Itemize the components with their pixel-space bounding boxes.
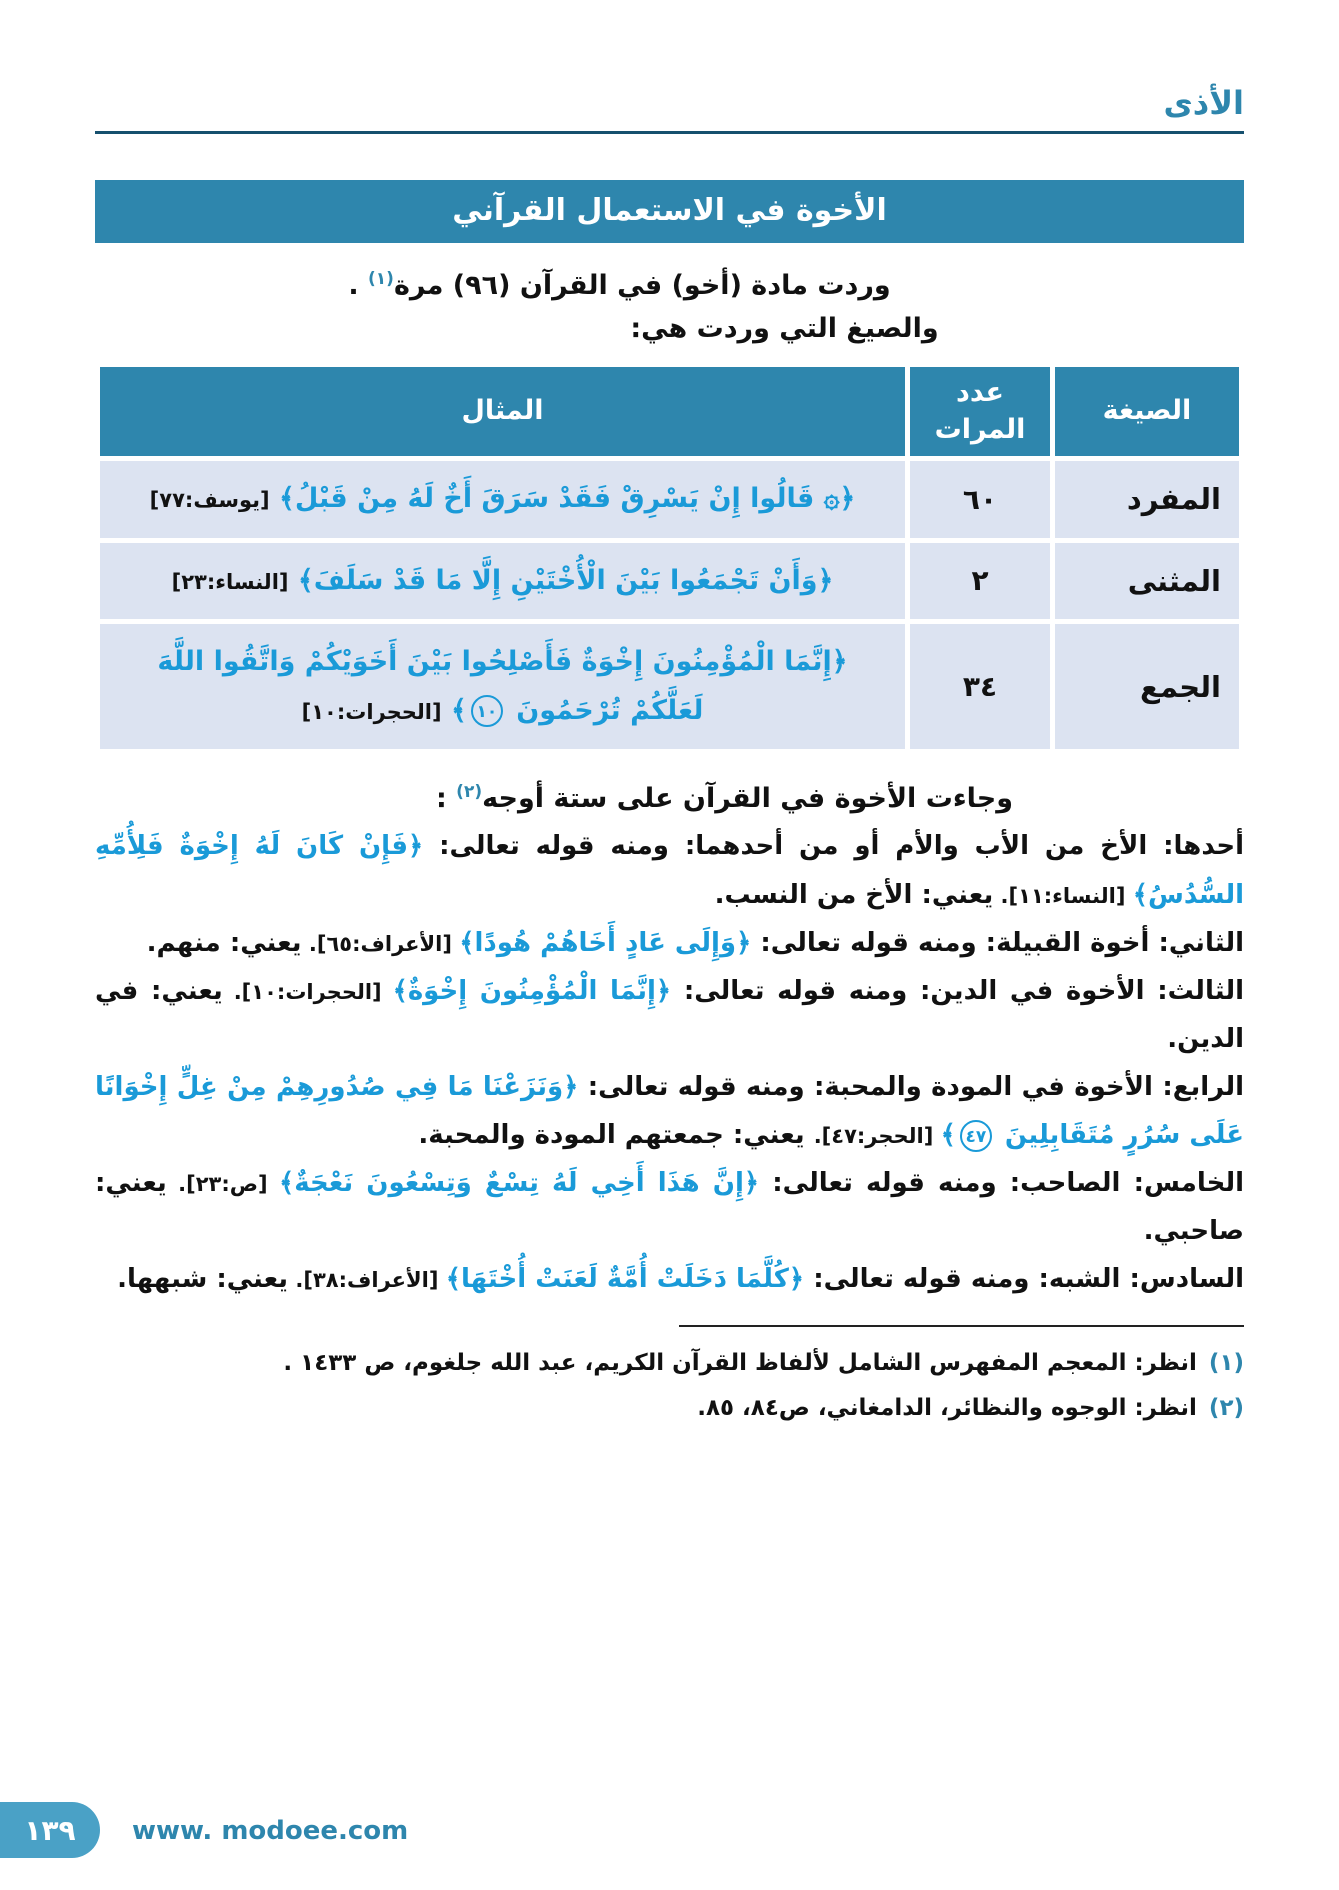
- footnote-2: [95, 1386, 1244, 1431]
- meaning-paragraph-1: [95, 822, 1244, 918]
- quran-verse-close: ﴾: [451, 694, 467, 726]
- meaning-label: أحدها:: [1163, 831, 1244, 862]
- verse-reference: [ص:٢٣].: [166, 1172, 279, 1197]
- form-example: [100, 624, 905, 749]
- footnote-ref-2: (٢): [456, 782, 483, 803]
- yani-label: يعني:: [229, 927, 302, 958]
- form-example: [100, 461, 905, 538]
- page-number: ١٣٩: [24, 1813, 76, 1847]
- meaning-paragraph-3: [95, 967, 1244, 1063]
- intro-line-1-text: وردت مادة (أخو) في القرآن (٩٦) مرة: [393, 270, 891, 302]
- forms-table: [95, 362, 1244, 754]
- table-row: [100, 461, 1239, 538]
- yani-label: يعني:: [921, 879, 994, 910]
- meaning-tail: في الدين.: [95, 975, 1244, 1054]
- footnote-1: [95, 1341, 1244, 1386]
- meaning-text: الأخوة في المودة والمحبة: ومنه قوله تعالى:: [578, 1071, 1163, 1102]
- quran-verse: ﴿وَأَنْ تَجْمَعُوا بَيْنَ الْأُخْتَيْنِ إِلَّا مَا قَدْ سَلَفَ﴾: [297, 564, 834, 596]
- meaning-tail: الأخ من النسب.: [714, 879, 922, 910]
- table-row: [100, 543, 1239, 620]
- meaning-tail: منهم.: [146, 927, 230, 958]
- footnote-text: انظر: المعجم المفهرس الشامل لألفاظ القرآن الكريم، عبد الله جلغوم، ص ١٤٣٣ .: [283, 1350, 1197, 1377]
- quran-verse: ﴿إِنَّمَا الْمُؤْمِنُونَ إِخْوَةٌ﴾: [392, 975, 672, 1006]
- meaning-paragraph-4: [95, 1063, 1244, 1159]
- meaning-text: الأخ من الأب والأم أو من أحدهما: ومنه قوله تعالى:: [423, 831, 1164, 862]
- verse-reference: [الأعراف:٦٥].: [301, 931, 460, 956]
- lead-colon: :: [435, 783, 457, 815]
- lead-text: وجاءت الأخوة في القرآن على ستة أوجه: [482, 783, 1014, 815]
- meaning-paragraph-5: [95, 1159, 1244, 1255]
- footnote-ref-1: (١): [368, 269, 394, 290]
- footnote-text: انظر: الوجوه والنظائر، الدامغاني، ص٨٤، ٨٥.: [697, 1395, 1197, 1422]
- yani-label: يعني:: [95, 1168, 167, 1199]
- meaning-label: الثاني:: [1158, 927, 1244, 958]
- page-number-tab: [0, 1802, 100, 1858]
- meaning-tail: جمعتهم المودة والمحبة.: [418, 1120, 733, 1150]
- website-url: www. modoee.com: [132, 1816, 409, 1846]
- meaning-label: الرابع:: [1162, 1071, 1244, 1102]
- intro-line-1: [95, 269, 1244, 301]
- verse-reference: [الحجرات:١٠]: [301, 699, 442, 724]
- yani-label: يعني:: [216, 1264, 289, 1295]
- intro-line-1-period: .: [348, 270, 368, 302]
- six-aspects-lead: [95, 782, 1244, 814]
- meaning-text: أخوة القبيلة: ومنه قوله تعالى:: [751, 927, 1159, 958]
- form-name: المثنى: [1055, 543, 1239, 620]
- form-example: [100, 543, 905, 620]
- footnote-number: (٢): [1208, 1395, 1244, 1422]
- form-name: الجمع: [1055, 624, 1239, 749]
- verse-reference: [يوسف:٧٧]: [149, 488, 270, 513]
- yani-label: يعني:: [732, 1120, 814, 1150]
- yani-label: يعني:: [151, 975, 223, 1006]
- quran-verse: ﴿وَإِلَى عَادٍ أَخَاهُمْ هُودًا﴾: [459, 927, 752, 958]
- verse-reference: [النساء:١١].: [993, 883, 1133, 908]
- quran-verse: ﴿إِنَّ هَذَا أَخِي لَهُ تِسْعٌ وَتِسْعُونَ نَعْجَةٌ﴾: [278, 1168, 760, 1199]
- verse-reference: [الأعراف:٣٨].: [288, 1268, 446, 1293]
- meaning-tail: شبهها.: [117, 1264, 217, 1295]
- verse-reference: [الحجرات:١٠].: [222, 979, 393, 1004]
- meaning-label: الخامس:: [1133, 1168, 1245, 1199]
- meaning-text: الأخوة في الدين: ومنه قوله تعالى:: [671, 975, 1158, 1006]
- footnote-number: (١): [1208, 1350, 1244, 1377]
- meaning-text: الشبه: ومنه قوله تعالى:: [804, 1264, 1130, 1295]
- quran-verse: ﴿وَنَزَعْنَا مَا فِي صُدُورِهِمْ مِنْ غِلٍّ إِخْوَانًا عَلَى سُرُرٍ مُتَقَابِلِينَ: [95, 1071, 1244, 1150]
- form-count: ٣٤: [910, 624, 1050, 749]
- running-head: الأذى: [1163, 84, 1244, 122]
- table-header-form: الصيغة: [1055, 367, 1239, 456]
- verse-reference: [النساء:٢٣]: [171, 569, 289, 594]
- ayah-number-ornament: ٤٧: [960, 1120, 992, 1152]
- meaning-paragraph-6: [95, 1255, 1244, 1303]
- table-header-row: [100, 367, 1239, 456]
- header-rule: [95, 131, 1244, 134]
- form-count: ٢: [910, 543, 1050, 620]
- meaning-tail: صاحبي.: [1143, 1216, 1244, 1247]
- form-name: المفرد: [1055, 461, 1239, 538]
- quran-verse: ﴿۞ قَالُوا إِنْ يَسْرِقْ فَقَدْ سَرَقَ أَخٌ لَهُ مِنْ قَبْلُ﴾: [279, 483, 856, 515]
- meaning-paragraph-2: [95, 919, 1244, 967]
- quran-verse-close: ﴾: [940, 1120, 956, 1150]
- meaning-text: الصاحب: ومنه قوله تعالى:: [759, 1168, 1134, 1199]
- verse-reference: [الحجر:٤٧].: [813, 1124, 941, 1148]
- meaning-label: الثالث:: [1157, 975, 1244, 1006]
- ayah-number-ornament: ١٠: [471, 695, 503, 727]
- footnote-separator: [679, 1325, 1244, 1327]
- meaning-label: السادس:: [1129, 1264, 1244, 1295]
- table-header-example: المثال: [100, 367, 905, 456]
- intro-line-2: والصيغ التي وردت هي:: [630, 313, 939, 345]
- quran-verse: ﴿كُلَّمَا دَخَلَتْ أُمَّةٌ لَعَنَتْ أُخْتَهَا﴾: [445, 1264, 805, 1295]
- form-count: ٦٠: [910, 461, 1050, 538]
- quran-verse: ﴿إِنَّمَا الْمُؤْمِنُونَ إِخْوَةٌ فَأَصْلِحُوا بَيْنَ أَخَوَيْكُمْ وَاتَّقُوا اللَّهَ لَعَلَّكُمْ تُرْحَمُونَ: [157, 646, 848, 726]
- table-header-count: عدد المرات: [910, 367, 1050, 456]
- section-title-banner: الأخوة في الاستعمال القرآني: [95, 180, 1244, 243]
- quran-verse: ﴿فَإِنْ كَانَ لَهُ إِخْوَةٌ فَلِأُمِّهِ السُّدُسُ﴾: [95, 831, 1244, 910]
- table-row: [100, 624, 1239, 749]
